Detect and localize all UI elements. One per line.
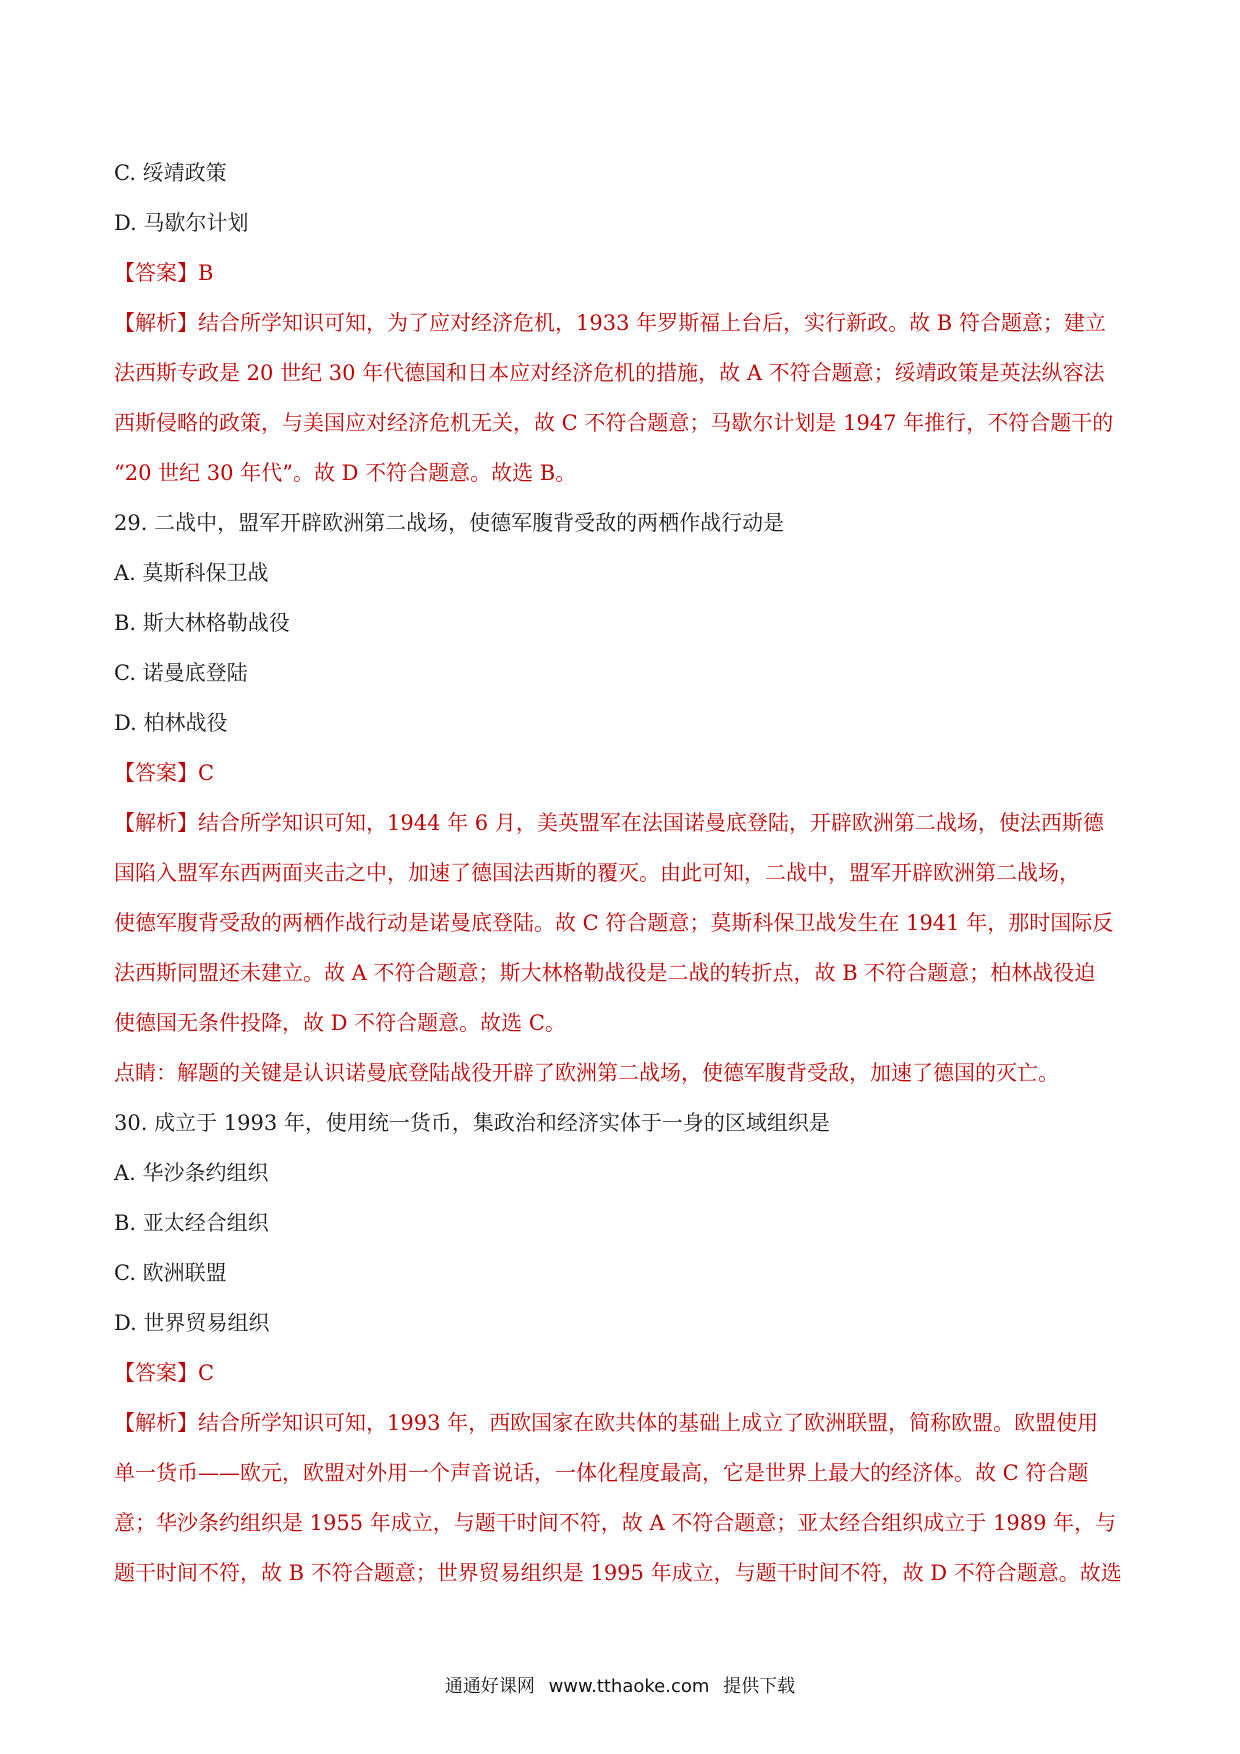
page-footer [0, 1672, 1240, 1698]
q29-analysis-line: 法西斯同盟还未建立。故 A 不符合题意；斯大林格勒战役是二战的转折点，故 B 不符合题意；柏林战役迫 [114, 961, 1096, 985]
answer-value: C [198, 1361, 215, 1385]
q29-analysis-line: 使德国无条件投降，故 D 不符合题意。故选 C。 [114, 1011, 566, 1035]
q29-analysis-line: 国陷入盟军东西两面夹击之中，加速了德国法西斯的覆灭。由此可知，二战中，盟军开辟欧洲第二战场， [114, 861, 1080, 885]
q29-analysis-line: 使德军腹背受敌的两栖作战行动是诺曼底登陆。故 C 符合题意；莫斯科保卫战发生在 1941 年，那时国际反 [114, 911, 1114, 935]
answer-value: C [198, 761, 215, 785]
q29-option-a: A. 莫斯科保卫战 [114, 561, 269, 585]
q29-tip: 点睛：解题的关键是认识诺曼底登陆战役开辟了欧洲第二战场，使德军腹背受敌，加速了德国的灭亡。 [114, 1061, 1059, 1085]
q28-option-c: C. 绥靖政策 [114, 161, 227, 185]
q30-answer [114, 1358, 214, 1388]
q30-option-a: A. 华沙条约组织 [114, 1161, 269, 1185]
q28-analysis-line: 法西斯专政是 20 世纪 30 年代德国和日本应对经济危机的措施，故 A 不符合题意；绥靖政策是英法纵容法 [114, 361, 1105, 385]
q29-option-d: D. 柏林战役 [114, 711, 228, 735]
q28-answer [114, 258, 213, 288]
q30-analysis-line: 【解析】结合所学知识可知，1993 年，西欧国家在欧共体的基础上成立了欧洲联盟，简称欧盟。欧盟使用 [114, 1411, 1099, 1435]
answer-label: 【答案】 [114, 261, 198, 285]
q30-option-d: D. 世界贸易组织 [114, 1311, 270, 1335]
q29-option-c: C. 诺曼底登陆 [114, 661, 248, 685]
answer-label: 【答案】 [114, 761, 198, 785]
q29-stem: 29. 二战中，盟军开辟欧洲第二战场，使德军腹背受敌的两栖作战行动是 [114, 511, 785, 535]
q28-option-d: D. 马歇尔计划 [114, 211, 249, 235]
footer-site-name: 通通好课网 [444, 1676, 535, 1697]
q28-analysis-line: “20 世纪 30 年代”。故 D 不符合题意。故选 B。 [114, 461, 577, 485]
q29-analysis-line: 【解析】结合所学知识可知，1944 年 6 月，美英盟军在法国诺曼底登陆，开辟欧洲第二战场，使法西斯德 [114, 811, 1104, 835]
q30-analysis-line: 题干时间不符，故 B 不符合题意；世界贸易组织是 1995 年成立，与题干时间不符，故 D 不符合题意。故选 [114, 1561, 1122, 1585]
q30-option-b: B. 亚太经合组织 [114, 1211, 269, 1235]
footer-url-link[interactable]: www.tthaoke.com [548, 1676, 710, 1697]
q30-stem: 30. 成立于 1993 年，使用统一货币，集政治和经济实体于一身的区域组织是 [114, 1111, 830, 1135]
q29-answer [114, 758, 214, 788]
q30-option-c: C. 欧洲联盟 [114, 1261, 227, 1285]
q28-analysis-line: 【解析】结合所学知识可知，为了应对经济危机，1933 年罗斯福上台后，实行新政。故 B 符合题意；建立 [114, 311, 1106, 335]
q30-analysis-line: 单一货币——欧元，欧盟对外用一个声音说话，一体化程度最高，它是世界上最大的经济体。故 C 符合题 [114, 1461, 1089, 1485]
q30-analysis-line: 意；华沙条约组织是 1955 年成立，与题干时间不符，故 A 不符合题意；亚太经合组织成立于 1989 年，与 [114, 1511, 1117, 1535]
answer-label: 【答案】 [114, 1361, 198, 1385]
footer-download-text: 提供下载 [723, 1676, 796, 1697]
q28-analysis-line: 西斯侵略的政策，与美国应对经济危机无关，故 C 不符合题意；马歇尔计划是 1947 年推行，不符合题干的 [114, 411, 1114, 435]
q29-option-b: B. 斯大林格勒战役 [114, 611, 290, 635]
answer-value: B [198, 261, 214, 285]
